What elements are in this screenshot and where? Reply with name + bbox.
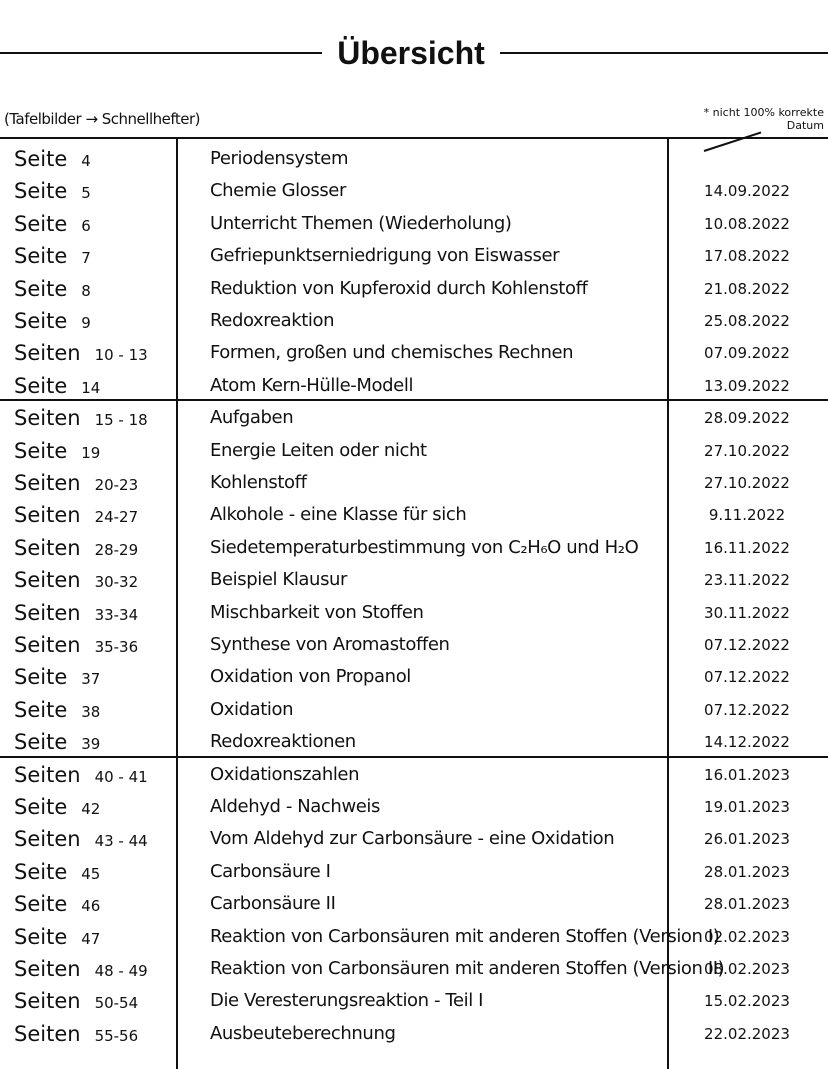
page-reference [14,499,174,532]
page-number: 50-54 [94,994,139,1013]
table-row [0,499,828,532]
table-row [0,888,828,921]
page-word: Seiten [14,406,81,431]
page-reference [14,273,174,306]
page-word: Seiten [14,1021,81,1046]
date: 16.11.2022 [704,538,790,557]
date: 07.12.2022 [704,668,790,687]
table-row [0,791,828,824]
page-number: 4 [81,152,91,170]
date: 9.11.2022 [708,506,786,525]
page-reference [14,726,174,759]
page-word: Seite [14,309,68,333]
date: 07.09.2022 [704,344,790,363]
table-row [0,985,828,1018]
topic: Mischbarkeit von Stoffen [210,601,424,623]
topic: Gefriepunktserniedrigung von Eiswasser [210,245,560,267]
date: 21.08.2022 [704,279,790,298]
date: 14.09.2022 [704,182,790,201]
page-word: Seiten [14,503,81,528]
page-reference [14,823,174,856]
table-row [0,856,828,889]
page-word: Seiten [14,568,81,593]
page-number: 43 - 44 [94,832,148,851]
page-title: Übersicht [337,35,485,71]
topic: Redoxreaktion [210,310,335,331]
page-number: 42 [81,800,101,818]
page-reference [14,694,174,727]
page-number: 46 [81,897,101,916]
date: 28.09.2022 [704,409,790,428]
page-reference [14,564,174,597]
title-rule-left [0,52,322,54]
page-reference [14,208,174,241]
page-word: Seite [14,730,68,755]
date: 13.09.2022 [704,376,790,395]
date: 02.02.2023 [704,927,790,946]
table-row [0,175,828,208]
topic: Reaktion von Carbonsäuren mit anderen Stoffen (Version I) [210,925,720,947]
topic: Beispiel Klausur [210,569,348,591]
table-row [0,953,828,986]
page-number: 35-36 [94,638,139,656]
page-reference [14,435,174,468]
table-row [0,597,828,630]
table-row [0,661,828,694]
page-reference [14,305,174,338]
page-number: 47 [81,929,101,948]
table-row [0,370,828,403]
page-number: 10 - 13 [94,346,148,365]
page-reference [14,856,174,889]
page-word: Seiten [14,633,81,657]
table-row [0,694,828,727]
page-word: Seite [14,211,68,236]
page-word: Seite [14,244,68,269]
date: 26.01.2023 [704,830,790,849]
topic: Unterricht Themen (Wiederholung) [210,212,512,234]
page-reference [14,532,174,565]
table-row [0,1018,828,1051]
page-reference [14,370,174,403]
date: 30.11.2022 [704,603,790,622]
page-number: 55-56 [94,1026,139,1045]
note-datum-line2: Datum [786,119,824,132]
date: 22.02.2023 [704,1024,790,1043]
topic: Carbonsäure I [210,860,331,882]
page-word: Seiten [14,989,81,1014]
title-rule-right [500,52,828,54]
table-row [0,467,828,500]
page-number: 15 - 18 [94,411,148,430]
page-word: Seiten [14,341,81,366]
page-number: 37 [81,670,101,689]
date: 19.01.2023 [704,798,790,816]
page-reference [14,888,174,921]
page-word: Seiten [14,535,81,560]
page-word: Seite [14,859,68,884]
page-reference [14,597,174,630]
date: 27.10.2022 [704,474,790,492]
topic: Siedetemperaturbestimmung von C₂H₆O und H₂O [210,536,639,558]
page-number: 39 [81,735,101,754]
topic: Vom Aldehyd zur Carbonsäure - eine Oxidation [210,828,615,850]
page-reference [14,759,174,792]
table-row [0,759,828,792]
date: 10.08.2022 [704,214,790,233]
topic: Oxidation von Propanol [210,666,411,688]
page-word: Seiten [14,471,81,495]
topic: Alkohole - eine Klasse für sich [210,504,467,526]
page-reference [14,985,174,1018]
table-top-rule [0,137,828,139]
topic: Redoxreaktionen [210,731,356,753]
page-word: Seiten [14,957,81,981]
page-reference [14,175,174,208]
table-row [0,823,828,856]
table-row [0,208,828,241]
page-word: Seite [14,892,68,917]
date: 23.11.2022 [704,571,790,590]
date: 27.10.2022 [704,441,790,460]
page-number: 24-27 [94,508,139,527]
page-reference [14,921,174,954]
page-word: Seite [14,276,68,301]
page-word: Seite [14,179,68,204]
page-number: 19 [81,443,101,462]
note-datum [668,106,824,132]
table-row [0,564,828,597]
note-datum-line1: * nicht 100% korrekte [703,106,824,119]
page-number: 48 - 49 [94,962,148,980]
table-row [0,273,828,306]
date: 07.12.2022 [704,636,790,654]
table-row [0,921,828,954]
page-reference [14,337,174,370]
page-word: Seite [14,924,68,949]
topic: Oxidation [210,698,294,720]
topic: Oxidationszahlen [210,763,360,785]
page-number: 7 [81,249,91,268]
topic: Synthese von Aromastoffen [210,634,450,655]
page-reference [14,240,174,273]
date [672,143,822,176]
page-word: Seite [14,373,68,398]
note-tafelbilder: (Tafelbilder → Schnellhefter) [4,110,201,128]
page-reference [14,467,174,500]
topic: Kohlenstoff [210,472,307,493]
page-number: 30-32 [94,573,139,592]
page-word: Seite [14,438,68,463]
page-word: Seiten [14,600,81,625]
page-word: Seiten [14,762,81,787]
page-word: Seite [14,147,68,171]
table-row [0,305,828,338]
page-reference [14,143,174,176]
table-row [0,143,828,176]
table-row [0,402,828,435]
page-number: 40 - 41 [94,767,148,786]
topic: Periodensystem [210,148,349,169]
topic: Formen, großen und chemisches Rechnen [210,342,574,364]
page-number: 9 [81,314,91,332]
page-reference [14,791,174,824]
page-reference [14,661,174,694]
date: 08.02.2023 [704,960,790,978]
page-word: Seite [14,697,68,722]
page-number: 5 [81,184,91,203]
topic: Energie Leiten oder nicht [210,439,427,461]
page-number: 20-23 [94,476,139,494]
date: 25.08.2022 [704,312,790,330]
page-word: Seiten [14,827,81,852]
page-number: 45 [81,864,101,883]
topic: Reduktion von Kupferoxid durch Kohlenstoff [210,277,588,299]
topic: Ausbeuteberechnung [210,1022,396,1044]
table-row [0,435,828,468]
date: 28.01.2023 [704,895,790,914]
topic: Aldehyd - Nachweis [210,796,381,817]
page-number: 14 [81,378,101,397]
table-row [0,532,828,565]
date: 17.08.2022 [704,247,790,266]
topic: Aufgaben [210,407,294,429]
topic: Reaktion von Carbonsäuren mit anderen Stoffen (Version II) [210,958,725,979]
page-number: 33-34 [94,605,139,624]
page-reference [14,629,174,662]
title-bar [0,28,828,78]
table-row [0,240,828,273]
date: 16.01.2023 [704,765,790,784]
page-reference [14,1018,174,1051]
page-reference [14,953,174,986]
page-word: Seite [14,795,68,819]
date: 14.12.2022 [704,733,790,752]
table-row [0,726,828,759]
date: 28.01.2023 [704,862,790,881]
page-number: 38 [81,702,101,721]
topic: Atom Kern-Hülle-Modell [210,374,414,396]
page-number: 6 [81,216,91,235]
table-row [0,337,828,370]
date: 07.12.2022 [704,700,790,719]
page-reference [14,402,174,435]
topic: Die Veresterungsreaktion - Teil I [210,990,484,1012]
page-number: 8 [81,281,91,300]
page-word: Seite [14,665,68,690]
date: 15.02.2023 [704,992,790,1011]
table-row [0,629,828,662]
topic: Carbonsäure II [210,893,336,915]
page-number: 28-29 [94,540,139,559]
topic: Chemie Glosser [210,180,346,202]
